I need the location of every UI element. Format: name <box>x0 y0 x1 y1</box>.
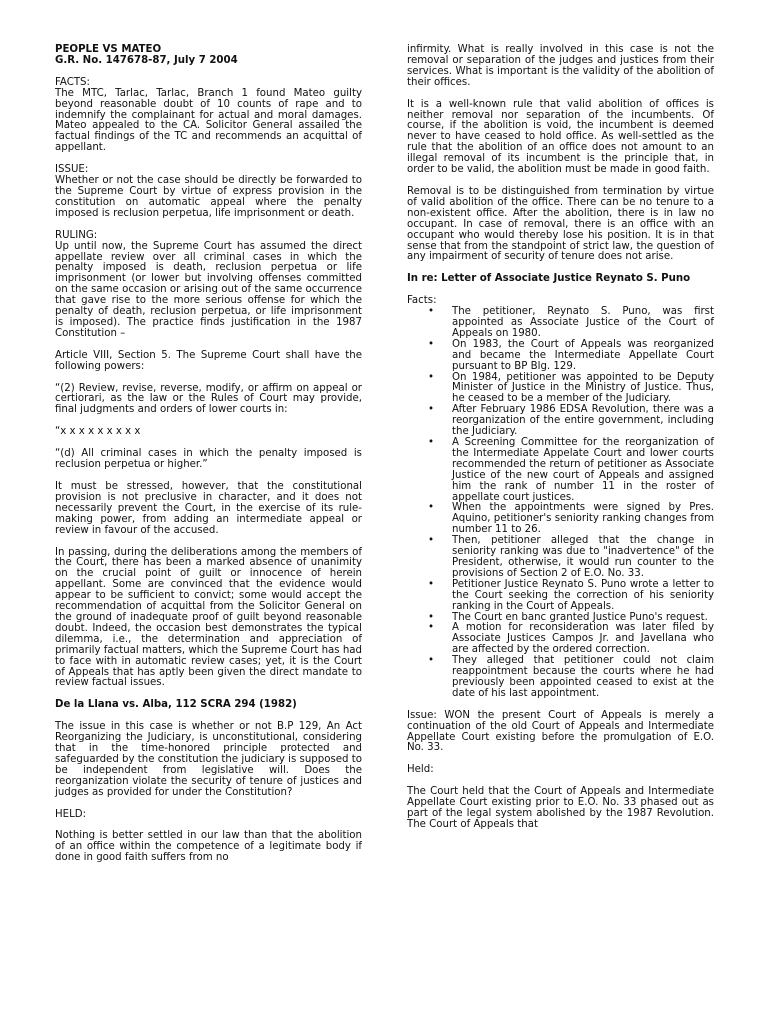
list-item: • The Court en banc granted Justice Puno's request. <box>452 613 714 624</box>
list-item: • Petitioner Justice Reynato S. Puno wrote a letter to the Court seeking the correction of his seniority ranking in the Court of Appeals. <box>452 580 714 613</box>
quote-text: “(d) All criminal cases in which the penalty imposed is reclusion perpetua or higher.” <box>55 448 362 471</box>
paragraph: It must be stressed, however, that the constitutional provision is not preclusive in character, and it does not necessarily prevent the Court, in the exercise of its rule-making power, from adding an intermediate appeal or review in favour of the accused. <box>55 481 362 536</box>
case-title: PEOPLE VS MATEO <box>55 44 162 55</box>
issue-text: Issue: WON the present Court of Appeals is merely a continuation of the old Court of Appeals and Intermediate Appellate Court existing before the promulgation of E.O. No. 33. <box>407 709 714 754</box>
held-text: The Court held that the Court of Appeals and Intermediate Appellate Court existing prior to E.O. No. 33 phased out as part of the legal system abolished by the 1987 Revolution. The Court of Appeals that <box>407 786 714 830</box>
held-text: Nothing is better settled in our law than that the abolition of an office within the competence of a legitimate body if done in good faith suffers from no <box>55 830 362 864</box>
case-heading: In re: Letter of Associate Justice Reynato S. Puno <box>407 273 691 285</box>
issue-label: ISSUE: <box>55 164 89 176</box>
list-item: • After February 1986 EDSA Revolution, there was a reorganization of the entire government, including the Judiciary. <box>452 405 714 438</box>
facts-list <box>407 307 714 700</box>
quote-omission: “x x x x x x x x x <box>55 426 141 438</box>
facts-label: Facts: <box>407 295 437 307</box>
issue-text: The issue in this case is whether or not B.P 129, An Act Reorganizing the Judiciary, is unconstitutional, considering that in the time-honored principle protected and safeguarded by the constitution the judiciary is supposed to be independent from legislative will. Does the reorganization violate the security of tenure of justices and judges as provided for under the Constitution? <box>55 721 362 798</box>
right-column <box>407 45 714 842</box>
list-item: • On 1983, the Court of Appeals was reorganized and became the Intermediate Appellate Court pursuant to BP Blg. 129. <box>452 340 714 373</box>
ruling-label: RULING: <box>55 229 98 241</box>
list-item: • A Screening Committee for the reorganization of the Intermediate Appelate Court and lower courts recommended the return of petitioner as Associate Justice of the new court of Appeals and assigned him the rank of number 11 in the roster of appellate court justices. <box>452 438 714 503</box>
issue-text: Whether or not the case should be directly be forwarded to the Supreme Court by virtue of express provision in the constitution on automatic appeal where the penalty imposed is reclusion perpetua, life imprisonment or death. <box>55 175 362 219</box>
held-label: Held: <box>407 764 434 776</box>
left-column <box>55 45 362 875</box>
held-text-continued: infirmity. What is really involved in this case is not the removal or separation of the judges and justices from their services. What is important is the validity of the abolition of their offices. <box>407 44 714 88</box>
list-item: • When the appointments were signed by Pres. Aquino, petitioner's seniority ranking changes from number 11 to 26. <box>452 503 714 536</box>
quote-text: “(2) Review, revise, reverse, modify, or affirm on appeal or certiorari, as the law or the Rules of Court may provide, final judgments and orders of lower courts in: <box>55 382 362 416</box>
paragraph: It is a well-known rule that valid abolition of offices is neither removal nor separation of the incumbents. Of course, if the abolition is void, the incumbent is deemed never to have ceased to hold office. As well-settled as the rule that the abolition of an office does not amount to an illegal removal of its incumbent is the principle that, in order to be valid, the abolition must be made in good faith. <box>407 98 714 176</box>
held-label: HELD: <box>55 808 87 820</box>
list-item: • They alleged that petitioner could not claim reappointment because the courts where he had previously been appointed ceased to exist at the date of his last appointment. <box>452 656 714 700</box>
ruling-text: Up until now, the Supreme Court has assumed the direct appellate review over all criminal cases in which the penalty imposed is death, reclusion perpetua or life imprisonment (or lower but involving offenses committed on the same occasion or arising out of the same occurrence that gave rise to the more serious offense for which the penalty of death, reclusion perpetua, or life imprisonment is imposed). The practice finds justification in the 1987 Constitution – <box>55 240 362 339</box>
list-item: • A motion for reconsideration was later filed by Associate Justices Campos Jr. and Javellana who are affected by the ordered correction. <box>452 623 714 656</box>
case-heading: De la Llana vs. Alba, 112 SCRA 294 (1982) <box>55 699 297 711</box>
facts-text: The MTC, Tarlac, Tarlac, Branch 1 found Mateo guilty beyond reasonable doubt of 10 counts of rape and to indemnify the complainant for actual and moral damages. Mateo appealed to the CA. Solicitor General assailed the factual findings of the TC and recommends an acquittal of appellant. <box>55 87 362 154</box>
case-citation: G.R. No. 147678-87, July 7 2004 <box>55 54 238 66</box>
facts-label: FACTS: <box>55 76 90 88</box>
paragraph: In passing, during the deliberations among the members of the Court, there has been a marked absence of unanimity on the crucial point of guilt or innocence of herein appellant. Some are convinced that the evidence would appear to be sufficient to convict; some would accept the recommendation of acquittal from the Solicitor General on the ground of inadequate proof of guilt beyond reasonable doubt. Indeed, the occasion best demonstrates the typical dilemma, i.e., the determination and appreciation of primarily factual matters, which the Supreme Court has had to face with in automatic review cases; yet, it is the Court of Appeals that has aptly been given the direct mandate to review factual issues. <box>55 546 362 689</box>
list-item: • The petitioner, Reynato S. Puno, was first appointed as Associate Justice of the Court of Appeals on 1980. <box>452 307 714 340</box>
list-item: • Then, petitioner alleged that the change in seniority ranking was due to "inadvertence" of the President, otherwise, it would run counter to the provisions of Section 2 of E.O. No. 33. <box>452 536 714 580</box>
list-item: • On 1984, petitioner was appointed to be Deputy Minister of Justice in the Ministry of Justice. Thus, he ceased to be a member of the Judiciary. <box>452 373 714 406</box>
paragraph: Removal is to be distinguished from termination by virtue of valid abolition of the office. There can be no tenure to a non-existent office. After the abolition, there is in law no occupant. In case of removal, there is an office with an occupant who would thereby lose his position. It is in that sense that from the standpoint of strict law, the question of any impairment of security of tenure does not arise. <box>407 185 714 263</box>
article-text: Article VIII, Section 5. The Supreme Court shall have the following powers: <box>55 349 362 372</box>
